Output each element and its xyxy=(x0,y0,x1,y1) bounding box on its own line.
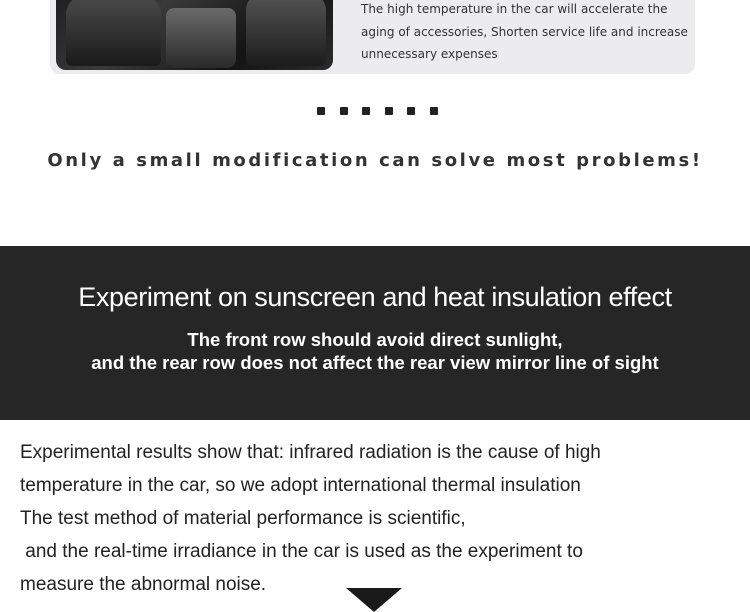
description-line: temperature in the car, so we adopt international thermal insulation xyxy=(20,475,581,496)
tagline: Only a small modification can solve most problems! xyxy=(47,150,703,171)
intro-line: unnecessary expenses xyxy=(361,47,498,61)
intro-line: The high temperature in the car will accelerate the xyxy=(361,2,668,16)
description-line: measure the abnormal noise. xyxy=(20,574,267,595)
carousel-dot[interactable] xyxy=(385,107,393,115)
banner-title: Experiment on sunscreen and heat insulation effect xyxy=(78,282,672,312)
carousel-dot[interactable] xyxy=(317,107,325,115)
banner-subtitle xyxy=(0,328,750,374)
carousel-dot[interactable] xyxy=(362,107,370,115)
experiment-description xyxy=(20,436,740,601)
seat-right-shape xyxy=(246,0,326,66)
banner-subtitle-line: The front row should avoid direct sunlight, xyxy=(187,329,563,350)
description-line: and the real-time irradiance in the car is used as the experiment to xyxy=(20,541,583,562)
banner-subtitle-line: and the rear row does not affect the rear view mirror line of sight xyxy=(91,352,659,373)
carousel-dot[interactable] xyxy=(340,107,348,115)
carousel-dot[interactable] xyxy=(407,107,415,115)
intro-text xyxy=(361,0,691,66)
down-arrow-icon xyxy=(346,588,402,612)
intro-line: aging of accessories, Shorten service life and increase xyxy=(361,24,688,39)
description-line: The test method of material performance is scientific, xyxy=(20,508,466,529)
seat-left-shape xyxy=(66,0,161,66)
description-line: Experimental results show that: infrared radiation is the cause of high xyxy=(20,442,601,463)
car-interior-image xyxy=(56,0,333,70)
experiment-banner xyxy=(0,246,750,420)
intro-card xyxy=(50,0,695,74)
carousel-dot[interactable] xyxy=(430,107,438,115)
center-console-shape xyxy=(166,8,236,68)
carousel-indicator xyxy=(317,107,438,115)
